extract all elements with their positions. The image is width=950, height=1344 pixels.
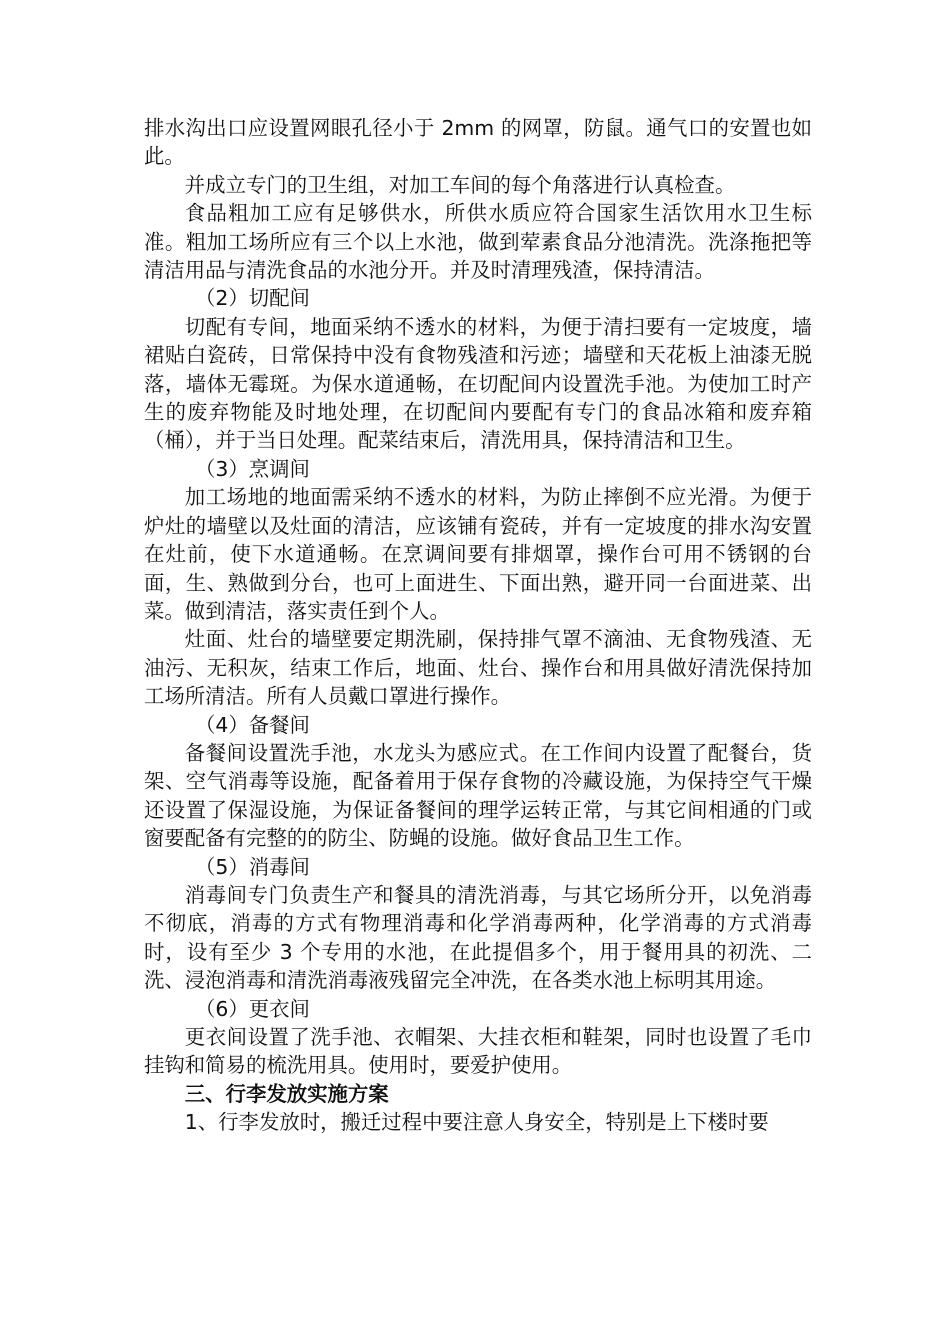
paragraph-hygiene-team: 并成立专门的卫生组，对加工车间的每个角落进行认真检查。 bbox=[184, 172, 736, 197]
paragraph-cooking-room-cleaning: 灶面、灶台的墙壁要定期洗刷，保持排气罩不滴油、无食物残渣、无油污、无积灰，结束工作后，地面、灶台、操作台和用具做好清洗保持加工场所清洁。所有人员戴口罩进行操作。 bbox=[144, 627, 812, 709]
paragraph-serving-room: 备餐间设置洗手池，水龙头为感应式。在工作间内设置了配餐台，货架、空气消毒等设施，配备着用于保存食物的冷藏设施，为保持空气干燥还设置了保湿设施，为保证备餐间的理学运转正常，与其它间相通的门或窗要配备有完整的的防尘、防蝇的设施。做好食品卫生工作。 bbox=[144, 740, 812, 851]
subheading-cooking-room: （3）烹调间 bbox=[195, 456, 310, 481]
section-heading-luggage: 三、行李发放实施方案 bbox=[184, 1081, 389, 1106]
subheading-locker-room: （6）更衣间 bbox=[195, 996, 310, 1021]
paragraph-cutting-room: 切配有专间，地面采纳不透水的材料，为便于清扫要有一定坡度，墙裙贴白瓷砖，日常保持中没有食物残渣和污迹；墙壁和天花板上油漆无脱落，墙体无霉斑。为保水道通畅，在切配间内设置洗手池。为使加工时产生的废弃物能及时地处理，在切配间内要配有专门的食品冰箱和废弃箱（桶），并于当日处理。配菜结束后，清洗用具，保持清洁和卫生。 bbox=[144, 314, 812, 453]
document-page bbox=[144, 114, 812, 1137]
subheading-disinfection-room: （5）消毒间 bbox=[195, 854, 310, 879]
paragraph-luggage-1: 1、行李发放时，搬迁过程中要注意人身安全，特别是上下楼时要 bbox=[184, 1110, 769, 1135]
paragraph-locker-room: 更衣间设置了洗手池、衣帽架、大挂衣柜和鞋架，同时也设置了毛巾挂钩和简易的梳洗用具。使用时，要爱护使用。 bbox=[144, 1025, 812, 1078]
subheading-cutting-room: （2）切配间 bbox=[195, 286, 310, 311]
paragraph-disinfection-room: 消毒间专门负责生产和餐具的清洗消毒，与其它场所分开，以免消毒不彻底，消毒的方式有物理消毒和化学消毒两种，化学消毒的方式消毒时，设有至少 3 个专用的水池，在此提倡多个，用于餐用具的初洗、二洗、浸泡消毒和清洗消毒液残留完全冲洗，在各类水池上标明其用途。 bbox=[144, 882, 812, 993]
paragraph-rough-processing: 食品粗加工应有足够供水，所供水质应符合国家生活饮用水卫生标准。粗加工场所应有三个以上水池，做到荤素食品分池清洗。洗涤拖把等清洁用品与清洗食品的水池分开。并及时清理残渣，保持清洁。 bbox=[144, 201, 812, 283]
paragraph-cooking-room-floor: 加工场地的地面需采纳不透水的材料，为防止摔倒不应光滑。为便于炉灶的墙壁以及灶面的清洁，应该铺有瓷砖，并有一定坡度的排水沟安置在灶前，使下水道通畅。在烹调间要有排烟罩，操作台可用不锈钢的台面，生、熟做到分台，也可上面进生、下面出熟，避开同一台面进菜、出菜。做到清洁，落实责任到个人。 bbox=[144, 485, 812, 623]
subheading-serving-room: （4）备餐间 bbox=[195, 712, 310, 737]
paragraph-drain-cover: 排水沟出口应设置网眼孔径小于 2mm 的网罩，防鼠。通气口的安置也如此。 bbox=[144, 116, 812, 169]
